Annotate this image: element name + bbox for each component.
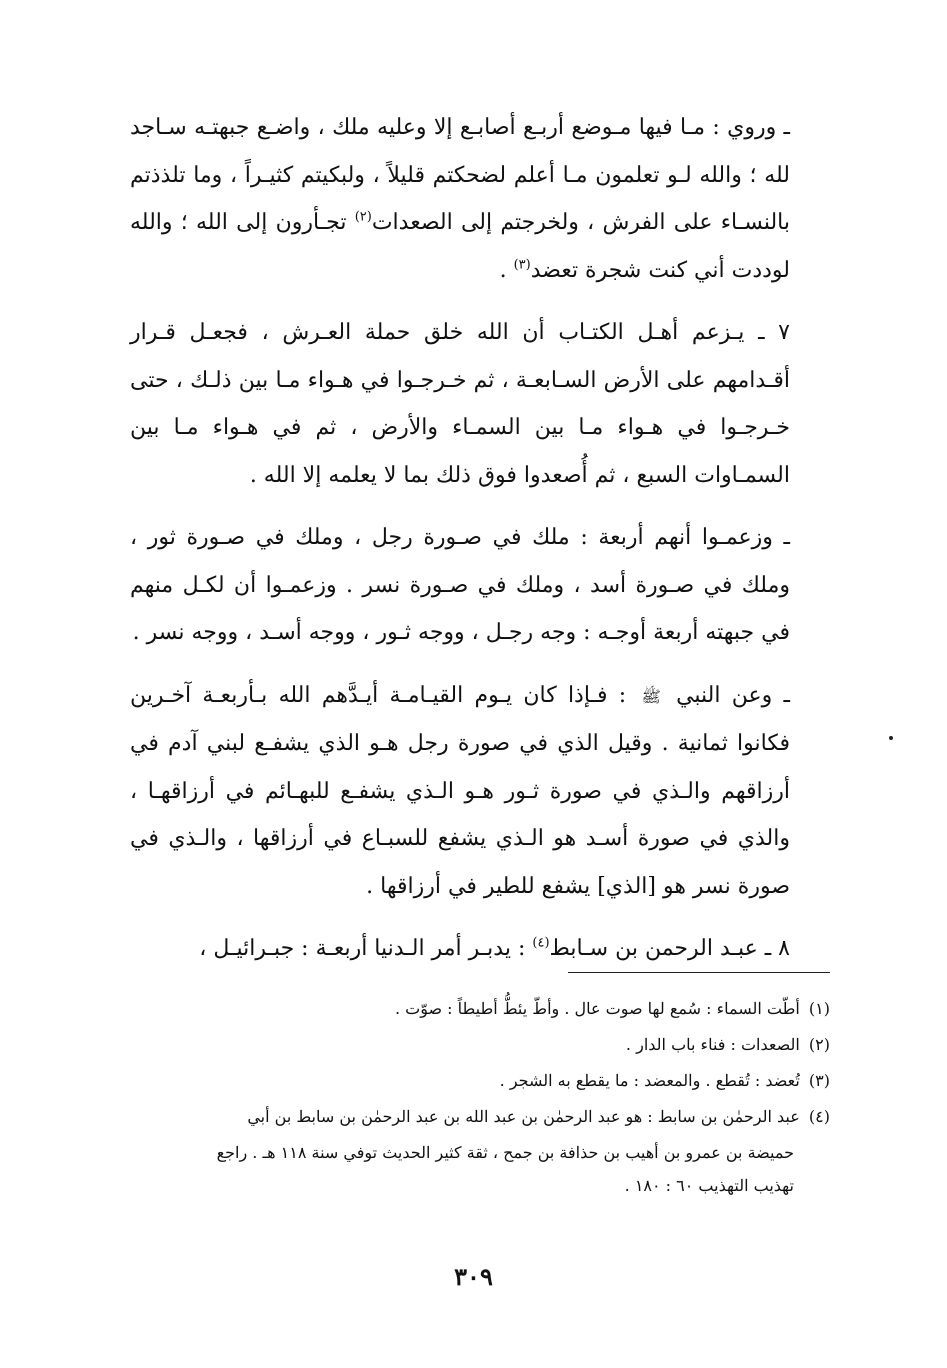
footnote-text: تُعضد : تُقطع . والمعضد : ما يقطع به الشجر .	[499, 1071, 800, 1090]
main-text	[130, 104, 790, 973]
paragraph-text-continued: تجـأرون إلى الله ؛ والله لوددت أني كنت شجرة تعضد	[130, 210, 790, 283]
footnote-separator	[568, 972, 830, 973]
honorific-glyph: ﷺ	[641, 686, 661, 706]
footnote-number: (٤)	[808, 1107, 830, 1126]
footnote-number: (١)	[808, 999, 830, 1018]
paragraph-text: ـ وعن النبي	[664, 682, 790, 708]
footnote-text: الصعدات : فناء باب الدار .	[625, 1035, 800, 1054]
footnote-number: (٢)	[808, 1035, 830, 1054]
footnote-4-continuation-end: تهذيب التهذيب ٦٠ : ١٨٠ .	[624, 1176, 794, 1195]
margin-dot	[889, 736, 893, 740]
footnote-4-continuation: حميضة بن عمرو بن أهيب بن حذافة بن جمح ، ثقة كثير الحديث توفي سنة ١١٨ هـ . راجع	[216, 1143, 794, 1162]
footnotes	[130, 992, 830, 1202]
paragraph-text: ـ وروي : مـا فيها مـوضع أربـع أصابـع إلا وعليه ملك ، واضـع جبهتـه سـاجد لله ؛ والله لـو تعلمون مـا أعلم لضحكتم قليلاً ، ولبكيتم كثيـراً ، وما تلذذتم بالنسـاء على الفرش ، ولخرجتم إلى الصعدات	[130, 115, 791, 235]
footnote-2	[130, 1028, 830, 1061]
paragraph-narration	[130, 104, 790, 294]
paragraph-text-continued: : يدبـر أمر الـدنيا أربعـة : جبـرائيـل ،	[199, 936, 533, 961]
footnote-number: (٣)	[808, 1071, 830, 1090]
paragraph-eight	[130, 925, 790, 973]
paragraph-text: ٨ ـ عبـد الرحمن بن سـابط	[549, 936, 790, 961]
paragraph-seven: ٧ ـ يـزعم أهـل الكتـاب أن الله خلق حملة العـرش ، فجعـل قـرار أقـدامهم على الأرض السـابعـة ، ثم خـرجـوا في هـواء مـا بين ذلـك ، حتى خـرجـوا في هـواء مـا بين السمـاء والأرض ، ثم في هـواء مـا بين السمـاوات السبع ، ثم أُصعدوا فوق ذلك بما لا يعلمه إلا الله .	[130, 320, 790, 488]
footnote-ref-4: (٤)	[532, 935, 550, 951]
page-number: ٣٠٩	[454, 1262, 493, 1291]
footnote-text: أطّت السماء : سُمع لها صوت عال . وأطّ يئطُّ أطيطاً : صوّت .	[394, 999, 800, 1018]
paragraph-prophet-hadith	[130, 672, 790, 911]
footnote-1	[130, 992, 830, 1025]
paragraph-four-angels: ـ وزعمـوا أنهم أربعة : ملك في صـورة رجل ، وملك في صـورة ثور ، وملك في صـورة أسد ، وملك في صـورة نسر . وزعمـوا أن لكـل منهم في جبهته أربعة أوجـه : وجه رجـل ، ووجه ثـور ، ووجه أسـد ، ووجه نسر .	[130, 525, 790, 645]
paragraph-text-end: .	[499, 257, 514, 283]
paragraph-text-continued: : فـإذا كان يـوم القيـامـة أيـدَّهم الله بـأربعـة آخـرين فكانوا ثمانية . وقيل الذي في صورة رجل هـو الذي يشفـع لبني آدم في أرزاقهم والـذي في صورة ثـور هـو الـذي يشفـع للبهـائم في أرزاقهـا ، والذي في صورة أسـد هو الـذي يشفع للسبـاع في أرزاقها ، والـذي في صورة نسر هو [الذي] يشفع للطير في أرزاقها .	[130, 682, 790, 899]
footnote-ref-3: (٣)	[513, 257, 531, 273]
footnote-ref-2: (٢)	[354, 209, 372, 225]
footnote-3	[130, 1064, 830, 1097]
footnote-text: عبد الرحمٰن بن سابط : هو عبد الرحمٰن بن عبد الله بن عبد الرحمٰن بن سابط بن أبي	[247, 1107, 800, 1126]
footnote-4	[130, 1100, 830, 1133]
